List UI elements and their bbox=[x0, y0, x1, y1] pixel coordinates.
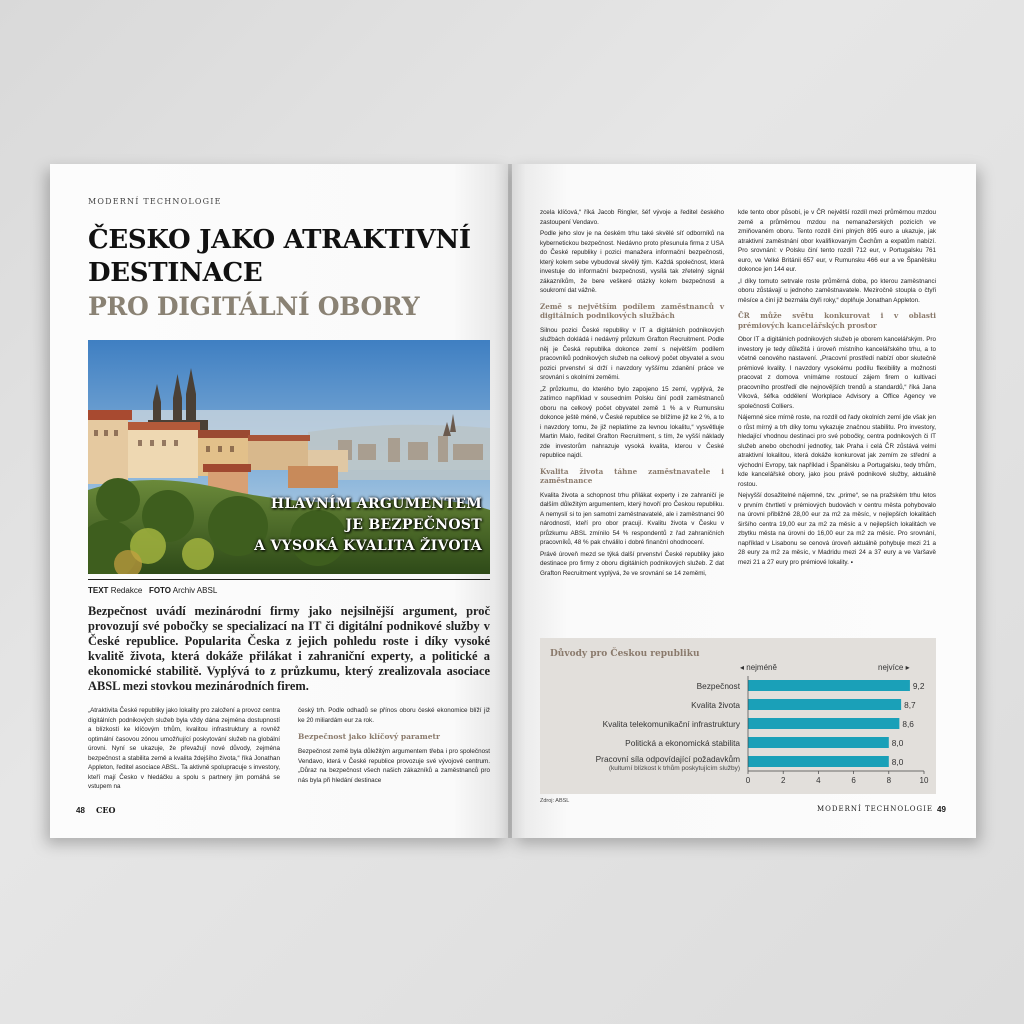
chart-title: Důvody pro Českou republiku bbox=[550, 649, 700, 659]
paragraph: Podle jeho slov je na českém trhu také skvělé síť odborníků na kybernetickou bezpečnost. Nedávno proto přesunula firma z USA do České republiky i pozici manažera informační bezpečnosti, který kolem sebe vybudoval skvělý tým. Každá společnost, která investuje do informační bezpečnosti, vysílá tak zřetelný signál zákazníkům, že bere veškeré otázky kolem bezpečnosti a soukromí dat vážně. bbox=[540, 230, 724, 294]
chart-source: Zdroj: ABSL bbox=[540, 798, 570, 804]
headline bbox=[88, 224, 508, 290]
page-number: 49 bbox=[937, 805, 946, 814]
legend-less: ◂ nejméně bbox=[740, 663, 777, 672]
legend-more: nejvíce ▸ bbox=[878, 663, 910, 672]
paragraph: Právě úroveň mezd se týká další prvenství České republiky jako destinace pro firmy z oboru digitálních podnikových služeb. Z dat Grafton Recruitment vyplývá, že ve srovnání se 14 zeměmi, bbox=[540, 550, 724, 577]
paragraph: Bezpečnost země byla důležitým argumentem třeba i pro společnost Vendavo, která v České republice provozuje své vývojové centrum. „Důraz na bezpečnost všech našich zákazníků a zaměstnanců pro nás byla při hledání destinace bbox=[298, 748, 490, 784]
value-label: 9,2 bbox=[912, 681, 925, 691]
credit-photo-label: FOTO bbox=[148, 586, 172, 595]
paragraph: český trh. Podle odhadů se přínos oboru české ekonomice blíží již ke 20 miliardám eur za rok. bbox=[298, 707, 490, 724]
value-label: 8,0 bbox=[891, 738, 904, 748]
section-label: MODERNÍ TECHNOLOGIE bbox=[88, 197, 222, 206]
bar bbox=[748, 756, 889, 767]
body-column-3 bbox=[540, 208, 724, 580]
category-label: Politická a ekonomická stabilita bbox=[625, 738, 740, 748]
value-label: 8,0 bbox=[891, 757, 904, 767]
paragraph: Nájemné sice mírně roste, na rozdíl od řady okolních zemí jde však jen o růst mírný a trh díky tomu vykazuje značnou stabilitu. Pro investory, hledající vhodnou destinaci pro své pobočky, centra podnikových či IT služeb anebo obchodní jednotky, tak Praha i celá ČR zůstává velmi atraktivní lokalitou, která dokáže konkurovat jak zemím ze střední a východní Evropy, tak například i Španělsku a Portugalsku, tedy trhům, kde kancelářské obory, jako jsou právě podnikové služby, aktuálně rostou. bbox=[738, 414, 936, 488]
section-label-footer: MODERNÍ TECHNOLOGIE bbox=[817, 805, 933, 813]
x-tick-label: 2 bbox=[780, 776, 786, 785]
category-label: Kvalita telekomunikační infrastruktury bbox=[602, 719, 740, 729]
paragraph: „Z průzkumu, do kterého bylo zapojeno 15 zemí, vyplývá, že zatímco například v sousedním Polsku činí podíl zaměstnanců oboru na celkový počet obyvatel země 1 % a v Rumunsku dokonce ještě méně, v České republice se blížíme již ke 2 %, a to i navzdory tomu, že již neplatíme za levnou lokalitu,“ vysvětluje Martin Malo, ředitel Grafton Recruitment, s tím, že vyšší náklady zde investorům nahrazuje vysoká kvalita, kterou v České republice najdí. bbox=[540, 385, 724, 459]
paragraph: „Atraktivita České republiky jako lokality pro založení a provoz centra digitálních podnikových služeb byla vždy dána zejména dostupností a blízkostí ke klíčovým trhům, kvalitou infrastruktury a rovněž optimální časovou zónou umožňující poskytování služeb na globální úrovni. Nyní se ukazuje, že převažují nové důvody, zejména bezpečnost a stabilita země a kvalita ždejšího života,“ říká Jonathan Appleton, ředitel asociace ABSL. Ta aktivně spolupracuje s investory, kteří mají Česko v hledáčku a spolu s partnery jim pomáhá se vstupem na bbox=[88, 707, 280, 790]
paragraph: kde tento obor působí, je v ČR největší rozdíl mezi průměrnou mzdou země a průměrnou mzdou na nemanažerských pozicích ve zmiňovaném oboru. Tento rozdíl činí plných 895 euro a ukazuje, jak atraktivní zaměstnání obor kvalifikovaným Čechům a expatům nabízí. Pro srovnání: v Polsku činí tento rozdíl 712 eur, v Portugalsku 761 euro, ve Velké Británii 657 eur, v Rumunsku 466 eur a ve Španělsku dokonce jen 144 eur. bbox=[738, 209, 936, 273]
paragraph: zcela klíčová,“ říká Jacob Ringler, šéf vývoje a ředitel českého zastoupení Vendavo. bbox=[540, 209, 724, 226]
body-column-1 bbox=[88, 706, 280, 794]
x-tick-label: 4 bbox=[816, 776, 821, 785]
x-tick-label: 8 bbox=[886, 776, 892, 785]
x-tick-label: 0 bbox=[745, 776, 751, 785]
credit-text-value: Redakce bbox=[110, 586, 143, 595]
paragraph: „I díky tomuto setrvale roste průměrná doba, po kterou zaměstnanci oboru zůstávají u jednoho zaměstnavatele. Meziročně stoupla o čtyři měsíce a činí již bezmála čtyři roky,“ doplňuje Jonathan Appleton. bbox=[738, 277, 936, 304]
paragraph: Obor IT a digitálních podnikových služeb je oborem kancelářským. Pro investory je tedy důležitá i úroveň místního kancelářského trhu, a to včetně cenového nastavení. „Pracovní prostředí nabízí obor skutečně prémiové kvality. I navzdory vysokému podílu flexibility a možnosti pracovat z domova vnímáme rostoucí zájem firem o kultivaci pracovního prostředí dle nejnovějších trendů a standardů,“ říká Jana Víková, šéfka oddělení Workplace Advisory a Office Agency ve společnosti Colliers. bbox=[738, 336, 936, 410]
bar bbox=[748, 680, 910, 691]
folio-right bbox=[817, 805, 933, 813]
category-label: Kvalita života bbox=[691, 700, 740, 710]
bar-chart bbox=[540, 638, 936, 794]
subheading: Země s největším podílem zaměstnanců v digitálních podnikových službách bbox=[540, 301, 724, 320]
chart-box bbox=[540, 638, 936, 794]
photo-caption bbox=[254, 494, 482, 557]
caption-line: A VYSOKÁ KVALITA ŽIVOTA bbox=[254, 538, 482, 554]
credit-photo-value: Archiv ABSL bbox=[172, 586, 218, 595]
value-label: 8,7 bbox=[904, 700, 916, 710]
left-page bbox=[50, 164, 508, 838]
bar bbox=[748, 699, 901, 710]
credit-text-label: TEXT bbox=[88, 586, 109, 595]
paragraph: Silnou pozici České republiky v IT a digitálních podnikových službách dokládá i nedávný průzkum Grafton Recruitment. Podle něj je Česká republika dokonce zemí s největším podílem pracovníků podnikových služeb na celkový počet obyvatel a svou pozici prvenství si drží i navzdory vyššímu zdanění práce ve srovnání s okolními zeměmi. bbox=[540, 326, 724, 381]
credits bbox=[88, 586, 217, 595]
page-number: 48 bbox=[76, 806, 85, 815]
bar bbox=[748, 718, 899, 729]
headline-line1: ČESKO JAKO ATRAKTIVNÍ bbox=[88, 225, 471, 255]
paragraph: Nejvyšší dosažitelné nájemné, tzv. „prime“, se na pražském trhu letos v prvním čtvrtletí v prémiových budovách v centru města pohybovalo na úrovni přibližně 28,00 eur za m2 za měsíc, v nejlepších lokalitách širšího centra 19,00 eur za m2 za měsíc a v nejlepších lokalitách ve zbytku města na úrovni do 16,00 eur za m2 za měsíc. Pro srovnání, například v Lisabonu se cenová úroveň aktuálně pohybuje mezi 21 a 28 eury za m2 za měsíc, v Madridu mezi 24 a 37 eury a ve Varšavě mezi 21 a 27 eury pro prémiové lokality. ▪ bbox=[738, 492, 936, 566]
caption-line: JE BEZPEČNOST bbox=[345, 517, 482, 533]
x-tick-label: 10 bbox=[919, 776, 929, 785]
category-label: Pracovní síla odpovídající požadavkům bbox=[595, 754, 740, 764]
magazine-name: CEO bbox=[96, 805, 116, 815]
body-column-2 bbox=[298, 706, 490, 787]
body-column-4 bbox=[738, 208, 936, 569]
subheading: ČR může světu konkurovat i v oblasti prémiových kancelářských prostor bbox=[738, 311, 936, 330]
lead-paragraph: Bezpečnost uvádí mezinárodní firmy jako nejsilnější argument, proč provozují své pobočky se specializací na IT či digitální podnikové služby v České republice. Popularita Česka z jejich pohledu roste i díky vysoké kvalitě života, která dokáže přilákat i zahraniční experty, a politické a ekonomické stabilitě. Vyplývá to z průzkumu, který zrealizovala asociace ABSL mezi stovkou mezinárodních firem. bbox=[88, 604, 490, 693]
x-tick-label: 6 bbox=[851, 776, 856, 785]
bar bbox=[748, 737, 889, 748]
headline-line2: DESTINACE bbox=[88, 258, 263, 288]
right-page bbox=[512, 164, 976, 838]
caption-line: HLAVNÍM ARGUMENTEM bbox=[270, 496, 482, 512]
value-label: 8,6 bbox=[902, 719, 914, 729]
prague-photo bbox=[88, 340, 490, 574]
category-label: Bezpečnost bbox=[696, 681, 740, 691]
category-sublabel: (kulturní blízkost k trhům poskytujícím služby) bbox=[608, 765, 740, 772]
headline-subtitle: PRO DIGITÁLNÍ OBORY bbox=[88, 292, 420, 321]
folio-left bbox=[76, 805, 115, 815]
folio-right-number bbox=[937, 805, 946, 814]
paragraph: Kvalita života a schopnost trhu přilákat experty i ze zahraničí je dalším důležitým argumentem, který hovoří pro Českou republiku. A nemyslí si to jen samotní zaměstnavatelé, ale i zaměstnanci 90 národností, kteří pro obor pracují. Kvalitu života v Česku v průzkumu ABSL zmínilo 54 % respondentů z řad zahraničních pracovníků, 48 % pak chválilo i dobré finanční ohodnocení. bbox=[540, 491, 724, 546]
subheading: Kvalita života táhne zaměstnavatele i zaměstnance bbox=[540, 466, 724, 485]
subheading: Bezpečnost jako klíčový parametr bbox=[298, 732, 440, 741]
divider bbox=[88, 579, 490, 580]
